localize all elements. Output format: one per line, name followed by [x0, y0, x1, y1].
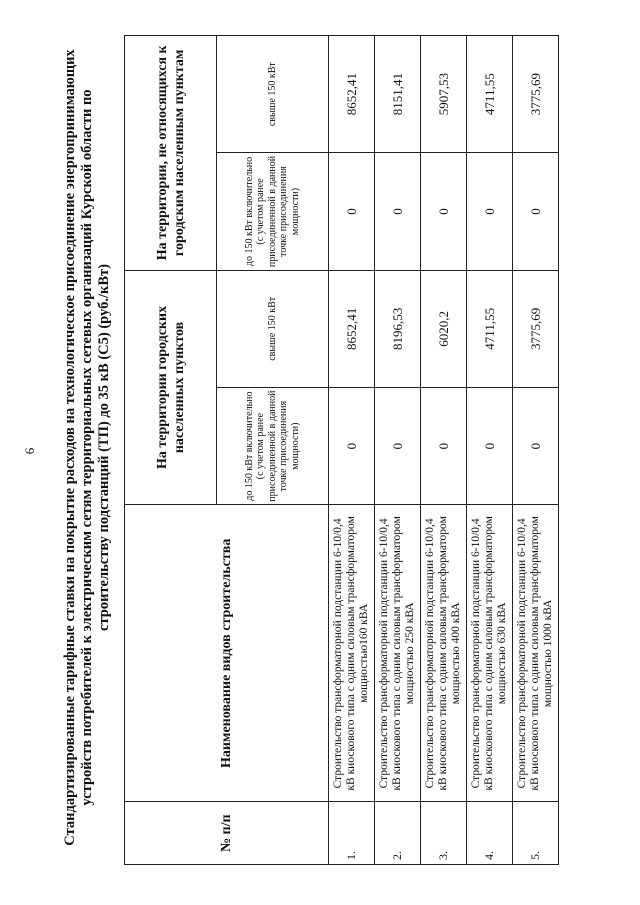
rural-upto150-value: 0 [375, 153, 421, 270]
subheader-rural-over150: свыше 150 кВт [217, 36, 329, 153]
urban-over150-value: 3775,69 [513, 270, 559, 387]
table-row [329, 36, 375, 865]
rural-over150-value: 5907,53 [421, 36, 467, 153]
urban-over150-value: 6020,2 [421, 270, 467, 387]
rural-upto150-value: 0 [421, 153, 467, 270]
construction-type: Строительство трансформаторной подстанции 6-10/0,4 кВ киоскового типа с одним силовым трансформатором мощностью 1000 кВА [513, 505, 559, 802]
construction-type: Строительство трансформаторной подстанции 6-10/0,4 кВ киоскового типа с одним силовым трансформатором мощностью 400 кВА [421, 505, 467, 802]
subheader-urban-upto150: до 150 кВт включительно (с учетом ранее присоединенной в данной точке присоединения мощности) [217, 387, 329, 504]
tariff-table [124, 35, 559, 865]
rural-over150-value: 8151,41 [375, 36, 421, 153]
urban-upto150-value: 0 [329, 387, 375, 504]
title-line-2: устройств потребителей к электрическим сетям территориальных сетевых организаций Курской области по [79, 89, 95, 806]
urban-upto150-value: 0 [513, 387, 559, 504]
urban-over150-value: 8196,53 [375, 270, 421, 387]
table-row [375, 36, 421, 865]
construction-type: Строительство трансформаторной подстанции 6-10/0,4 кВ киоскового типа с одним силовым трансформатором мощностью 250 кВА [375, 505, 421, 802]
title-line-1: Стандартизированные тарифные ставки на покрытие расходов на технологическое присоединение энергопринимающих [62, 49, 78, 846]
urban-upto150-value: 0 [375, 387, 421, 504]
row-number: 1. [329, 802, 375, 865]
rural-over150-value: 8652,41 [329, 36, 375, 153]
page-number: 6 [22, 447, 37, 455]
group-header-rural: На территории, не относящихся к городским населенным пунктам [125, 36, 217, 271]
column-header-name: Наименование видов строительства [125, 505, 329, 802]
table-row [513, 36, 559, 865]
urban-over150-value: 8652,41 [329, 270, 375, 387]
row-number: 5. [513, 802, 559, 865]
rural-upto150-value: 0 [329, 153, 375, 270]
urban-upto150-value: 0 [421, 387, 467, 504]
construction-type: Строительство трансформаторной подстанции 6-10/0,4 кВ киоскового типа с одним силовым трансформатором мощностью160 кВА [329, 505, 375, 802]
rural-upto150-value: 0 [467, 153, 513, 270]
rural-over150-value: 4711,55 [467, 36, 513, 153]
title-line-3: строительству подстанций (ТП) до 35 кВ (С5) (руб./кВт) [96, 264, 112, 631]
row-number: 4. [467, 802, 513, 865]
row-number: 2. [375, 802, 421, 865]
construction-type: Строительство трансформаторной подстанции 6-10/0,4 кВ киоскового типа с одним силовым трансформатором мощностью 630 кВА [467, 505, 513, 802]
table-row [421, 36, 467, 865]
column-header-number: № п/п [125, 802, 329, 865]
table-row [467, 36, 513, 865]
document-title [62, 40, 113, 855]
subheader-rural-upto150: до 150 кВт включительно (с учетом ранее присоединенной в данной точке присоединения мощности) [217, 153, 329, 270]
urban-upto150-value: 0 [467, 387, 513, 504]
group-header-urban: На территории городских населенных пунктов [125, 270, 217, 505]
rural-over150-value: 3775,69 [513, 36, 559, 153]
row-number: 3. [421, 802, 467, 865]
rural-upto150-value: 0 [513, 153, 559, 270]
subheader-urban-over150: свыше 150 кВт [217, 270, 329, 387]
urban-over150-value: 4711,55 [467, 270, 513, 387]
